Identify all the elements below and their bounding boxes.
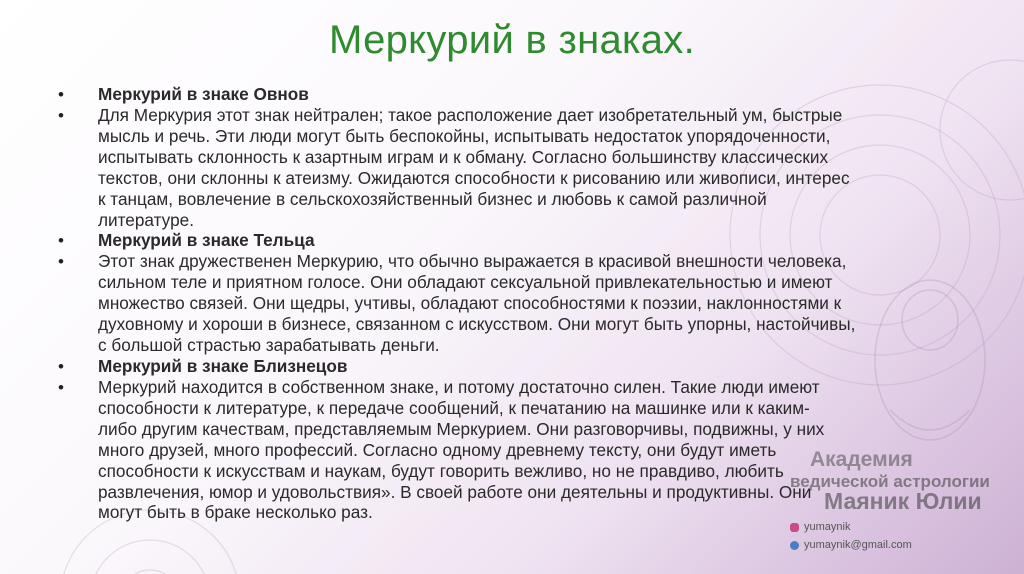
watermark-line-3: Маяник Юлии <box>824 488 982 514</box>
email-address: yumaynik@gmail.com <box>804 539 912 551</box>
heading-aries: Меркурий в знаке Овнов <box>98 84 309 104</box>
text-line: текстов, они склонны к атеизму. Ожидаются способности к рисованию или живописи, интерес <box>98 167 850 188</box>
text-line: либо другим качествам, представляемым Меркурием. Они разговорчивы, подвижны, у них <box>98 418 825 439</box>
text-line: духовному и хороши в бизнесе, связанном с искусством. Они могут быть упорны, настойчивы, <box>98 314 856 335</box>
text-line: мысль и речь. Эти люди могут быть беспокойны, испытывать недостаток упорядоченности, <box>98 125 831 146</box>
paragraph-gemini <box>98 377 824 523</box>
text-line: испытывать склонность к азартным играм и к обману. Согласно большинству классических <box>98 146 829 167</box>
text-line: Меркурий находится в собственном знаке, и потому достаточно силен. Такие люди имеют <box>98 376 820 397</box>
text-line: могут быть в браке несколько раз. <box>98 502 373 523</box>
list-item-text-aries <box>58 105 958 230</box>
watermark-line-1: Академия <box>810 448 913 471</box>
bullet-icon: • <box>58 85 64 104</box>
instagram-icon <box>790 523 799 532</box>
bullet-icon: • <box>58 106 64 125</box>
text-line: с большой страстью зарабатывать деньги. <box>98 335 440 356</box>
list-item-heading-gemini <box>58 356 958 377</box>
text-line: Этот знак дружественен Меркурию, что обычно выражается в красивой внешности человека, <box>98 251 847 272</box>
text-line: способности к литературе, к передаче сообщений, к печатанию на машинке или к каким- <box>98 397 810 418</box>
list-item-heading-taurus <box>58 230 958 251</box>
text-line: развлечения, юмор и удовольствия». В своей работе они деятельны и продуктивны. Они <box>98 481 812 502</box>
bullet-icon: • <box>58 377 64 397</box>
text-line: множество связей. Они щедры, учтивы, обладают способностями к поэзии, наклонностями к <box>98 293 842 314</box>
text-line: Для Меркурия этот знак нейтрален; такое расположение дает изобретательный ум, быстрые <box>98 105 843 125</box>
list-item-text-taurus <box>58 251 958 356</box>
email-icon <box>790 541 799 550</box>
text-line: способности к искусствам и наукам, будут говорить вежливо, но не правдиво, любить <box>98 460 784 481</box>
instagram-contact[interactable] <box>790 521 850 533</box>
text-line: сильном теле и приятном голосе. Они обладают сексуальной привлекательностью и имеют <box>98 272 833 293</box>
slide-title: Меркурий в знаках. <box>329 18 695 62</box>
heading-taurus: Меркурий в знаке Тельца <box>98 230 315 251</box>
heading-gemini: Меркурий в знаке Близнецов <box>98 355 348 376</box>
instagram-handle: yumaynik <box>804 521 851 533</box>
bullet-icon: • <box>58 252 64 272</box>
email-contact[interactable] <box>790 539 912 551</box>
text-line: к танцам, вовлечение в сельскохозяйственный бизнес и любовь к самой различной <box>98 188 767 209</box>
watermark-line-2: ведической астрологии <box>790 472 990 491</box>
paragraph-aries <box>98 105 850 230</box>
text-line: много друзей, много профессий. Согласно одному древнему тексту, они будут иметь <box>98 439 777 460</box>
text-line: литературе. <box>98 209 194 230</box>
bullet-icon: • <box>58 231 64 251</box>
paragraph-taurus <box>98 251 855 356</box>
list-item-heading-aries <box>58 84 958 105</box>
bullet-icon: • <box>58 356 64 376</box>
